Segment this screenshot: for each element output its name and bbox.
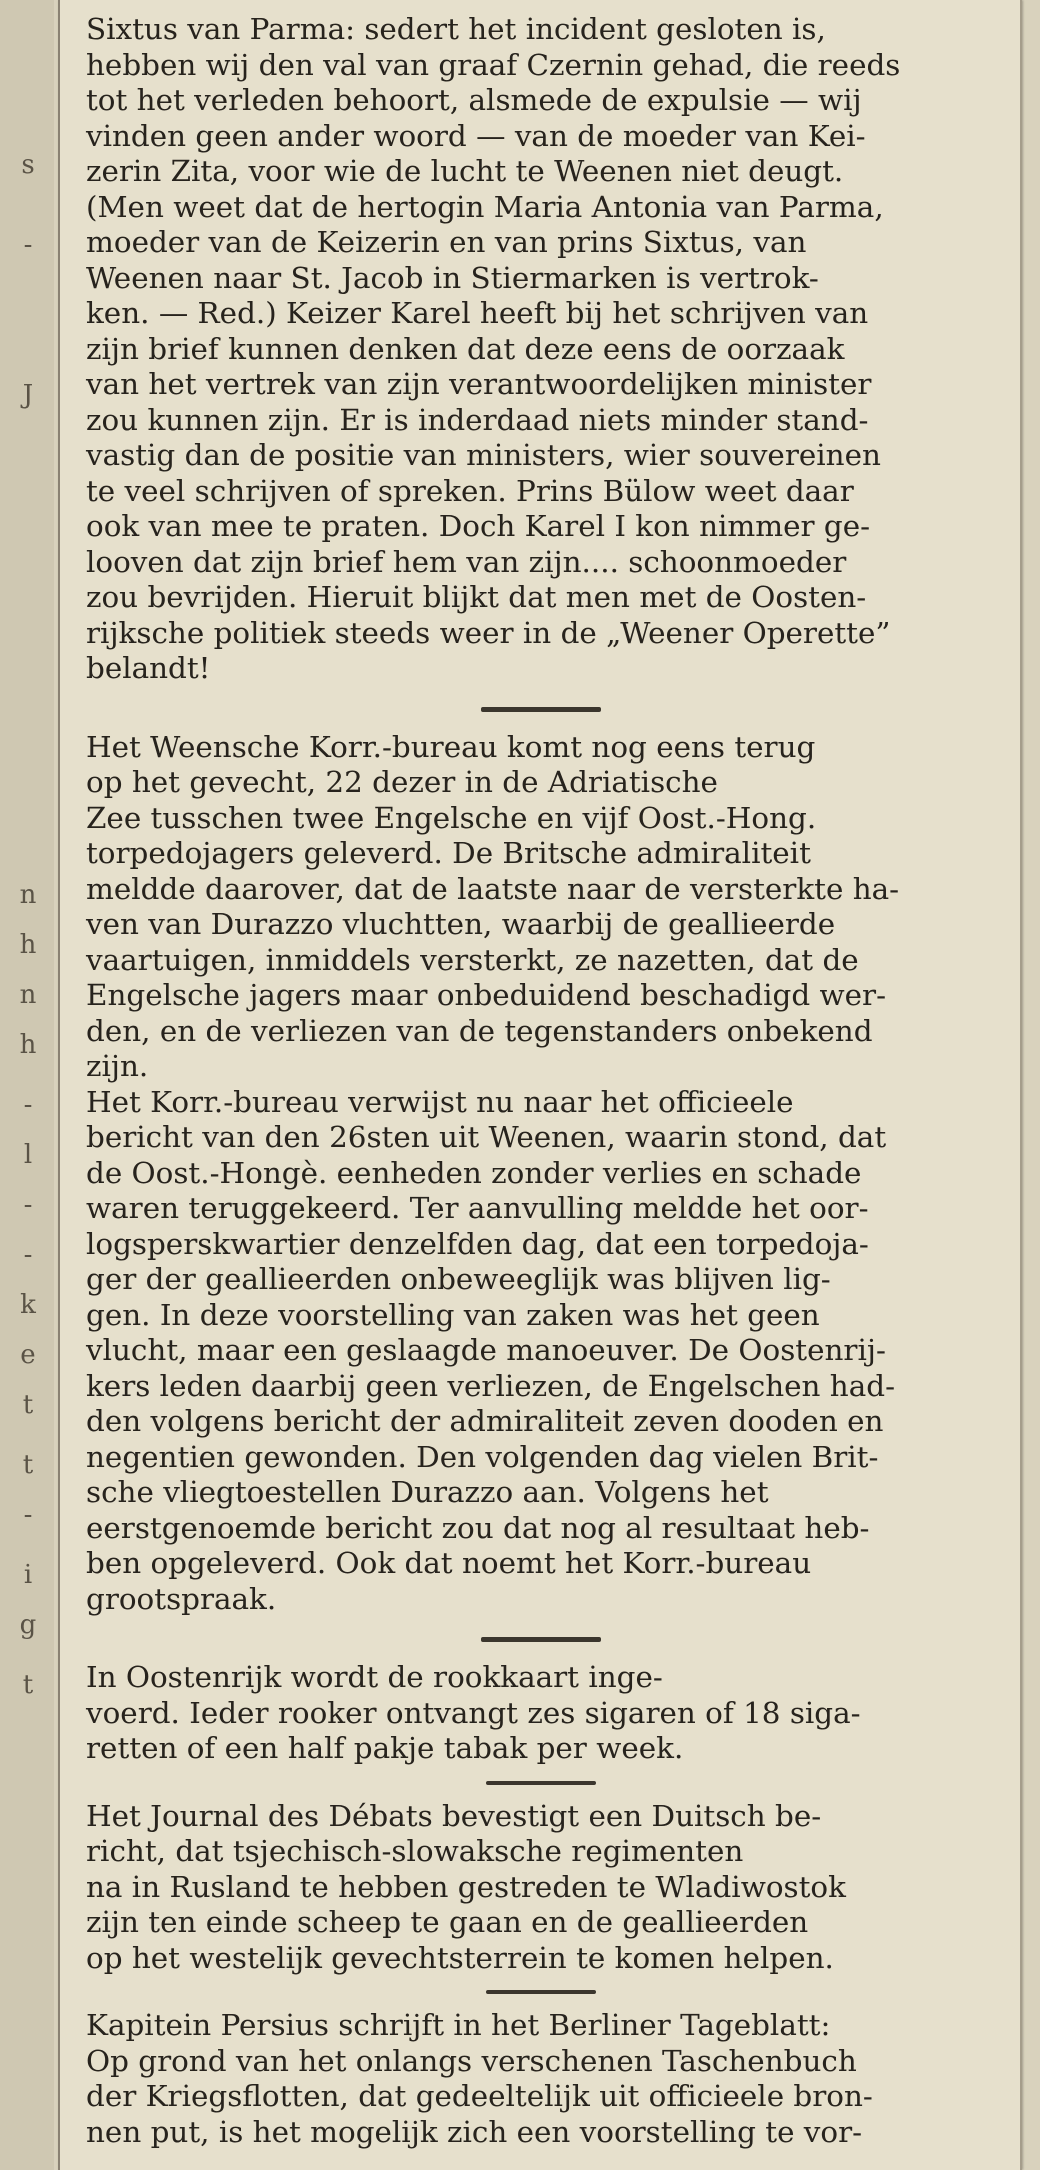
margin-fragment: - xyxy=(23,230,33,260)
margin-fragment: n xyxy=(19,880,37,910)
text-line: zijn brief kunnen denken dat deze eens de oorzaak xyxy=(86,331,845,366)
text-line: op het gevecht, 22 dezer in de Adriatische xyxy=(86,765,718,799)
margin-fragment: e xyxy=(20,1340,36,1370)
paragraph-journal-des-debats xyxy=(86,1799,996,1977)
text-line: In Oostenrijk wordt de rookkaart inge- xyxy=(86,1660,663,1694)
text-line: meldde daarover, dat de laatste naar de versterkte ha- xyxy=(86,871,900,906)
margin-fragment: - xyxy=(23,1240,33,1270)
margin-fragment: J xyxy=(22,380,34,410)
text-line: Het Weensche Korr.-bureau komt nog eens terug xyxy=(86,729,816,764)
text-line: Het Korr.-bureau verwijst nu naar het officieele xyxy=(86,1084,794,1119)
text-line: (Men weet dat de hertogin Maria Antonia van Parma, xyxy=(86,189,884,224)
text-line: de Oost.-Hongè. eenheden zonder verlies en schade xyxy=(86,1155,862,1190)
margin-fragment: - xyxy=(23,1090,33,1120)
text-line: Zee tusschen twee Engelsche en vijf Oost.-Hong. xyxy=(86,800,817,835)
margin-fragment: - xyxy=(23,1500,33,1530)
text-line: ken. — Red.) Keizer Karel heeft bij het schrijven van xyxy=(86,296,869,330)
margin-fragment: t xyxy=(22,1670,34,1700)
text-line: waren teruggekeerd. Ter aanvulling meldde het oor- xyxy=(86,1191,869,1225)
margin-fragment: l xyxy=(23,1140,33,1170)
text-line: Kapitein Persius schrijft in het Berliner Tageblatt: xyxy=(86,2008,831,2042)
newspaper-clipping xyxy=(58,0,1022,2170)
text-line: Engelsche jagers maar onbeduidend beschadigd wer- xyxy=(86,978,887,1012)
text-line: ven van Durazzo vluchtten, waarbij de geallieerde xyxy=(86,907,836,941)
text-line: nen put, is het mogelijk zich een voorstelling te vor- xyxy=(86,2114,863,2149)
text-line: belandt! xyxy=(86,651,211,685)
paragraph-korr-bureau xyxy=(86,1085,996,1618)
text-line: kers leden daarbij geen verliezen, de Engelschen had- xyxy=(86,1368,896,1403)
margin-fragment: t xyxy=(22,1390,34,1420)
margin-fragment: t xyxy=(22,1450,34,1480)
text-line: ger der geallieerden onbeweeglijk was blijven lig- xyxy=(86,1262,831,1296)
text-line: voerd. Ieder rooker ontvangt zes sigaren of 18 siga- xyxy=(86,1695,861,1730)
text-line: moeder van de Keizerin en van prins Sixtus, van xyxy=(86,225,807,259)
margin-fragment: h xyxy=(19,1030,37,1060)
text-line: grootspraak. xyxy=(86,1581,277,1616)
text-line: zerin Zita, voor wie de lucht te Weenen niet deugt. xyxy=(86,154,844,188)
margin-fragment: s xyxy=(21,150,35,180)
separator-rule xyxy=(481,707,601,712)
text-line: vaartuigen, inmiddels versterkt, ze nazetten, dat de xyxy=(86,942,859,977)
text-line: Het Journal des Débats bevestigt een Duitsch be- xyxy=(86,1798,822,1833)
text-line: gen. In deze voorstelling van zaken was het geen xyxy=(86,1297,820,1332)
text-line: ook van mee te praten. Doch Karel I kon nimmer ge- xyxy=(86,509,871,543)
margin-fragment: i xyxy=(23,1560,33,1590)
text-line: vinden geen ander woord — van de moeder van Kei- xyxy=(86,118,866,153)
text-line: retten of een half pakje tabak per week. xyxy=(86,1731,684,1765)
clipping-text xyxy=(86,12,996,2150)
text-line: ben opgeleverd. Ook dat noemt het Korr.-bureau xyxy=(86,1546,812,1580)
text-line: vlucht, maar een geslaagde manoeuver. De Oostenrij- xyxy=(86,1333,886,1367)
margin-fragment: - xyxy=(23,1190,33,1220)
text-line: richt, dat tsjechisch-slowaksche regimenten xyxy=(86,1834,744,1868)
text-line: negentien gewonden. Den volgenden dag vielen Brit- xyxy=(86,1439,879,1474)
text-line: logsperskwartier denzelfden dag, dat een torpedoja- xyxy=(86,1226,869,1261)
text-line: zou bevrijden. Hieruit blijkt dat men met de Oosten- xyxy=(86,580,867,614)
text-line: zijn ten einde scheep te gaan en de geallieerden xyxy=(86,1905,809,1939)
text-line: den, en de verliezen van de tegenstanders onbekend xyxy=(86,1013,873,1048)
text-line: looven dat zijn brief hem van zijn.... schoonmoeder xyxy=(86,544,847,579)
text-line: Weenen naar St. Jacob in Stiermarken is vertrok- xyxy=(86,260,819,295)
paragraph-czernin xyxy=(86,12,996,687)
text-line: den volgens bericht der admiraliteit zeven dooden en xyxy=(86,1404,884,1438)
text-line: op het westelijk gevechtsterrein te komen helpen. xyxy=(86,1940,834,1975)
text-line: zijn. xyxy=(86,1049,149,1083)
text-line: bericht van den 26sten uit Weenen, waarin stond, dat xyxy=(86,1120,887,1154)
text-line: sche vliegtoestellen Durazzo aan. Volgens het xyxy=(86,1475,769,1509)
margin-fragment: k xyxy=(20,1290,36,1320)
separator-rule xyxy=(486,1990,596,1994)
text-line: van het vertrek van zijn verantwoordelijken minister xyxy=(86,367,872,401)
left-margin-strip xyxy=(0,0,54,2170)
separator-rule xyxy=(486,1781,596,1785)
text-line: hebben wij den val van graaf Czernin gehad, die reeds xyxy=(86,47,901,82)
text-line: zou kunnen zijn. Er is inderdaad niets minder stand- xyxy=(86,402,869,437)
text-line: Sixtus van Parma: sedert het incident gesloten is, xyxy=(86,12,826,46)
separator-rule xyxy=(481,1637,601,1642)
margin-fragment: n xyxy=(19,980,37,1010)
paragraph-adriatic-battle xyxy=(86,730,996,1085)
text-line: der Kriegsflotten, dat gedeeltelijk uit officieele bron- xyxy=(86,2079,873,2113)
text-line: eerstgenoemde bericht zou dat nog al resultaat heb- xyxy=(86,1510,870,1545)
paragraph-rookkaart xyxy=(86,1660,996,1767)
text-line: vastig dan de positie van ministers, wier souvereinen xyxy=(86,438,881,472)
text-line: tot het verleden behoort, alsmede de expulsie — wij xyxy=(86,83,862,117)
margin-fragment: h xyxy=(19,930,37,960)
text-line: torpedojagers geleverd. De Britsche admiraliteit xyxy=(86,836,811,870)
text-line: rijksche politiek steeds weer in de „Weener Operette” xyxy=(86,615,891,650)
paragraph-persius xyxy=(86,2008,996,2150)
text-line: Op grond van het onlangs verschenen Taschenbuch xyxy=(86,2043,857,2078)
text-line: na in Rusland te hebben gestreden te Wladiwostok xyxy=(86,1869,846,1904)
margin-fragment: g xyxy=(19,1610,37,1640)
text-line: te veel schrijven of spreken. Prins Bülow weet daar xyxy=(86,473,854,508)
